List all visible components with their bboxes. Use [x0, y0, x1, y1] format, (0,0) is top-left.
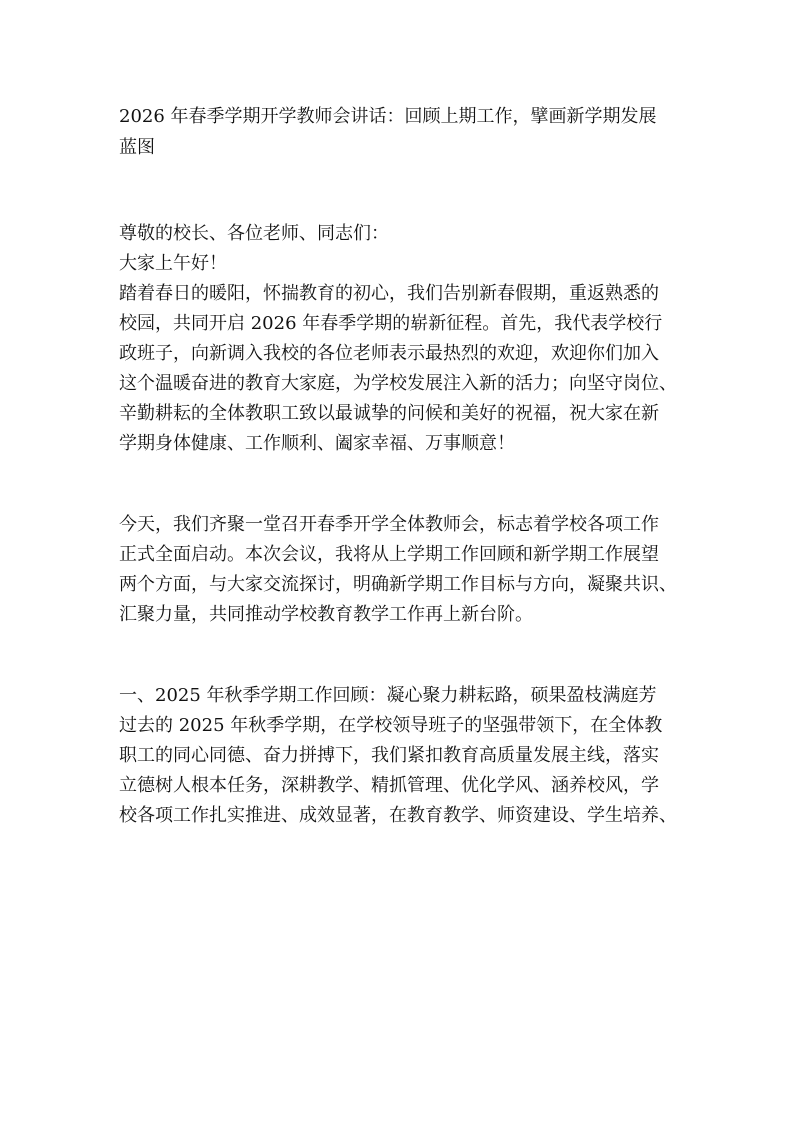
paragraph-line: 今天，我们齐聚一堂召开春季开学全体教师会，标志着学校各项工作	[119, 514, 659, 535]
paragraph-review	[119, 711, 679, 831]
paragraph-line: 正式全面启动。本次会议，我将从上学期工作回顾和新学期工作展望	[119, 544, 659, 565]
spacer	[119, 163, 679, 219]
spacer	[119, 459, 679, 510]
greeting: 大家上午好！	[119, 253, 227, 274]
paragraph-opening	[119, 279, 679, 459]
title-line: 蓝图	[119, 137, 155, 158]
document-body	[119, 101, 679, 831]
paragraph-line: 踏着春日的暖阳，怀揣教育的初心，我们告别新春假期，重返熟悉的	[119, 283, 659, 304]
paragraph-line: 立德树人根本任务，深耕教学、精抓管理、优化学风、涵养校风，学	[119, 775, 659, 796]
salutation: 尊敬的校长、各位老师、同志们：	[119, 223, 389, 244]
paragraph-line: 政班子，向新调入我校的各位老师表示最热烈的欢迎，欢迎你们加入	[119, 343, 659, 364]
section-heading: 一、2025 年秋季学期工作回顾：凝心聚力耕耘路，硕果盈枝满庭芳	[119, 685, 657, 706]
title-line: 2026 年春季学期开学教师会讲话：回顾上期工作，擘画新学期发展	[119, 106, 657, 127]
paragraph-line: 过去的 2025 年秋季学期，在学校领导班子的坚强带领下，在全体教	[119, 715, 663, 736]
paragraph-line: 学期身体健康、工作顺利、阖家幸福、万事顺意！	[119, 433, 515, 454]
spacer	[119, 630, 679, 681]
document-title	[119, 101, 679, 163]
paragraph-line: 职工的同心同德、奋力拼搏下，我们紧扣教育高质量发展主线，落实	[119, 745, 659, 766]
paragraph-line: 汇聚力量，共同推动学校教育教学工作再上新台阶。	[119, 604, 533, 625]
paragraph-line: 辛勤耕耘的全体教职工致以最诚挚的问候和美好的祝福，祝大家在新	[119, 403, 659, 424]
paragraph-line: 这个温暖奋进的教育大家庭，为学校发展注入新的活力；向坚守岗位、	[119, 373, 677, 394]
paragraph-line: 校各项工作扎实推进、成效显著，在教育教学、师资建设、学生培养、	[119, 805, 677, 826]
paragraph-meeting-purpose	[119, 510, 679, 630]
paragraph-line: 两个方面，与大家交流探讨，明确新学期工作目标与方向，凝聚共识、	[119, 574, 677, 595]
paragraph-line: 校园，共同开启 2026 年春季学期的崭新征程。首先，我代表学校行	[119, 313, 663, 334]
